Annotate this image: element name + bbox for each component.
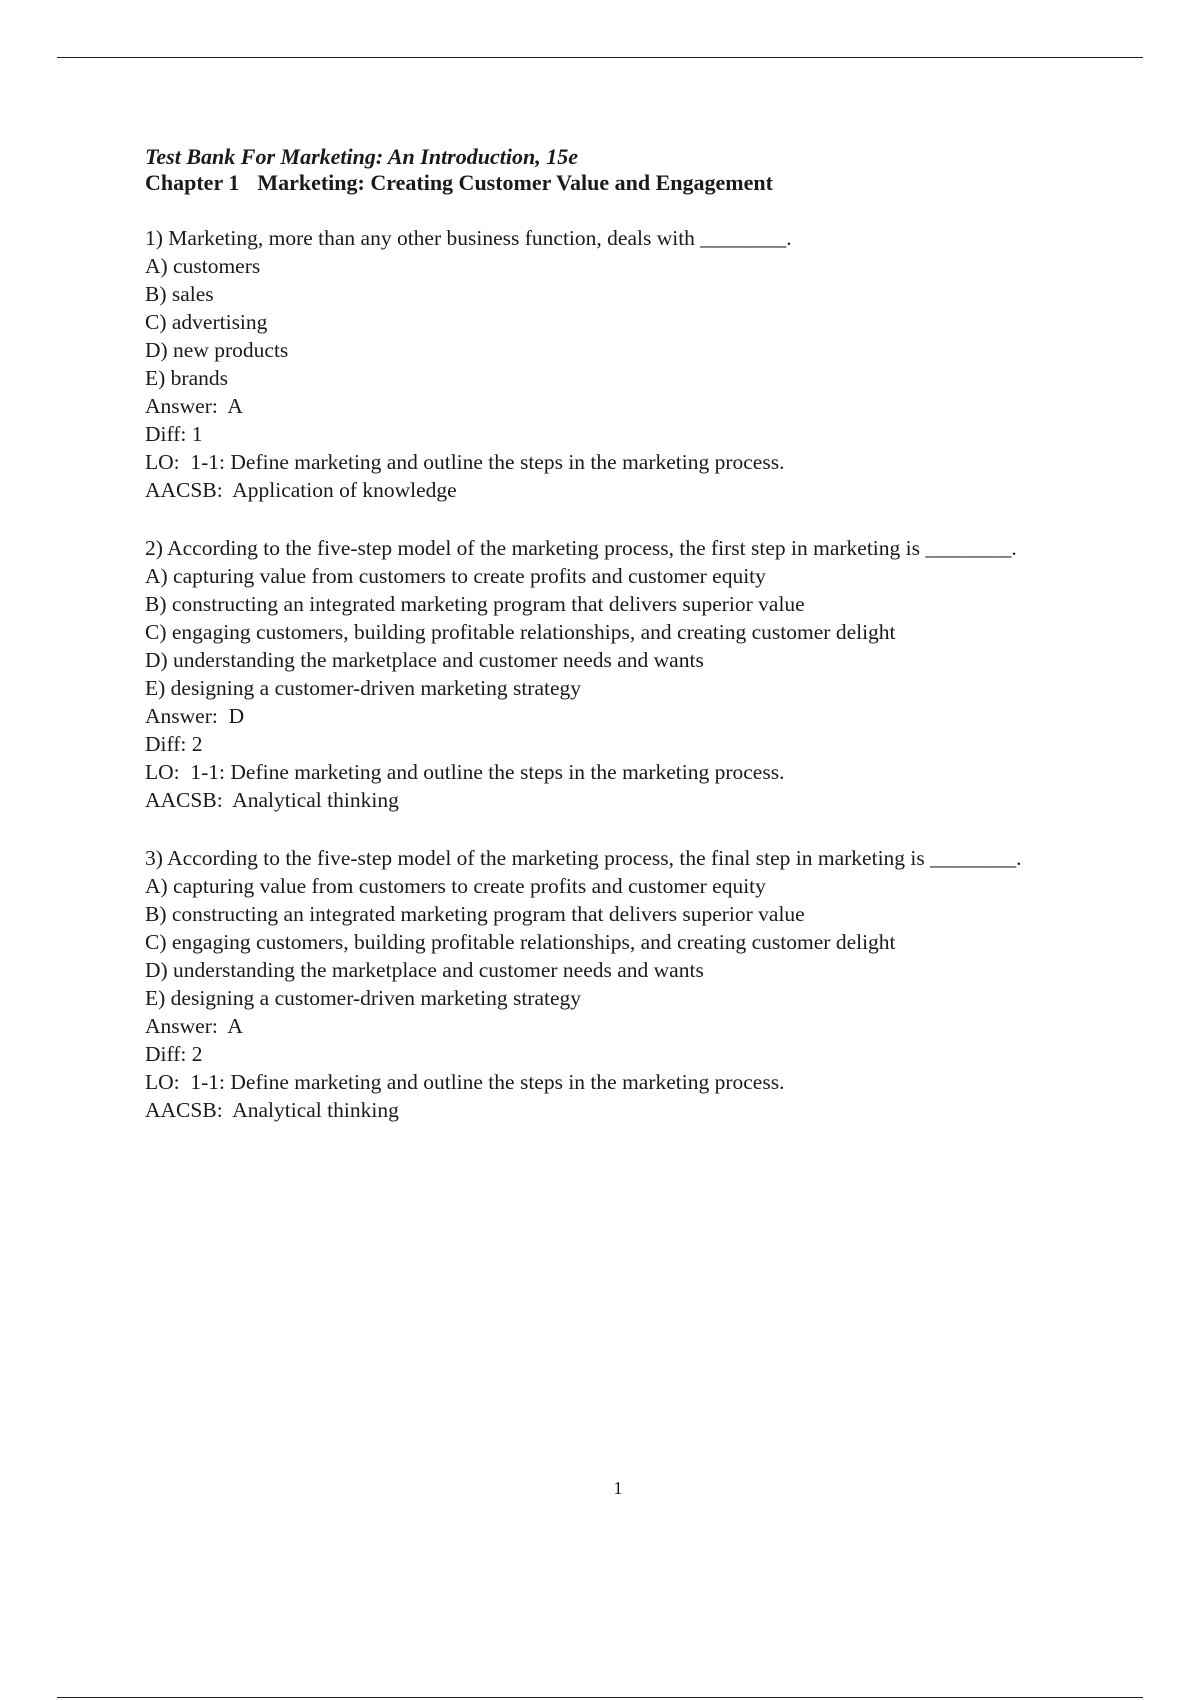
difficulty-line: Diff: 1 — [145, 422, 203, 446]
option-a: A) customers — [145, 254, 261, 278]
option-a: A) capturing value from customers to create profits and customer equity — [145, 874, 766, 898]
question-3 — [145, 844, 1045, 1124]
question-stem: 2) According to the five-step model of the marketing process, the first step in marketing is ________. — [145, 536, 1017, 560]
page-content — [145, 144, 1045, 1124]
option-b: B) constructing an integrated marketing program that delivers superior value — [145, 592, 805, 616]
option-e: E) brands — [145, 366, 228, 390]
difficulty-line: Diff: 2 — [145, 732, 203, 756]
aacsb-line: AACSB: Analytical thinking — [145, 1098, 399, 1122]
learning-objective-line: LO: 1-1: Define marketing and outline the steps in the marketing process. — [145, 1070, 785, 1094]
option-list — [145, 872, 1045, 1012]
option-c: C) advertising — [145, 310, 268, 334]
option-a: A) capturing value from customers to create profits and customer equity — [145, 564, 766, 588]
option-d: D) new products — [145, 338, 289, 362]
chapter-title: Marketing: Creating Customer Value and Engagement — [257, 170, 773, 195]
question-stem: 3) According to the five-step model of the marketing process, the final step in marketing is ________. — [145, 846, 1022, 870]
question-2 — [145, 534, 1045, 814]
bottom-rule — [57, 1697, 1143, 1698]
learning-objective-line: LO: 1-1: Define marketing and outline the steps in the marketing process. — [145, 760, 785, 784]
difficulty-line: Diff: 2 — [145, 1042, 203, 1066]
option-list — [145, 252, 1045, 392]
option-c: C) engaging customers, building profitable relationships, and creating customer delight — [145, 930, 896, 954]
option-list — [145, 562, 1045, 702]
option-d: D) understanding the marketplace and customer needs and wants — [145, 958, 704, 982]
page-number: 1 — [613, 1478, 623, 1498]
option-c: C) engaging customers, building profitable relationships, and creating customer delight — [145, 620, 896, 644]
answer-line: Answer: D — [145, 704, 245, 728]
document-title: Test Bank For Marketing: An Introduction, 15e — [145, 144, 578, 169]
option-b: B) constructing an integrated marketing program that delivers superior value — [145, 902, 805, 926]
option-b: B) sales — [145, 282, 214, 306]
option-d: D) understanding the marketplace and customer needs and wants — [145, 648, 704, 672]
top-rule — [57, 57, 1143, 58]
option-e: E) designing a customer-driven marketing strategy — [145, 676, 582, 700]
chapter-number: Chapter 1 — [145, 170, 240, 195]
aacsb-line: AACSB: Application of knowledge — [145, 478, 457, 502]
answer-line: Answer: A — [145, 394, 243, 418]
question-1 — [145, 224, 1045, 504]
option-e: E) designing a customer-driven marketing strategy — [145, 986, 582, 1010]
answer-line: Answer: A — [145, 1014, 243, 1038]
chapter-heading — [145, 170, 1045, 196]
question-stem: 1) Marketing, more than any other business function, deals with ________. — [145, 226, 792, 250]
aacsb-line: AACSB: Analytical thinking — [145, 788, 399, 812]
learning-objective-line: LO: 1-1: Define marketing and outline the steps in the marketing process. — [145, 450, 785, 474]
